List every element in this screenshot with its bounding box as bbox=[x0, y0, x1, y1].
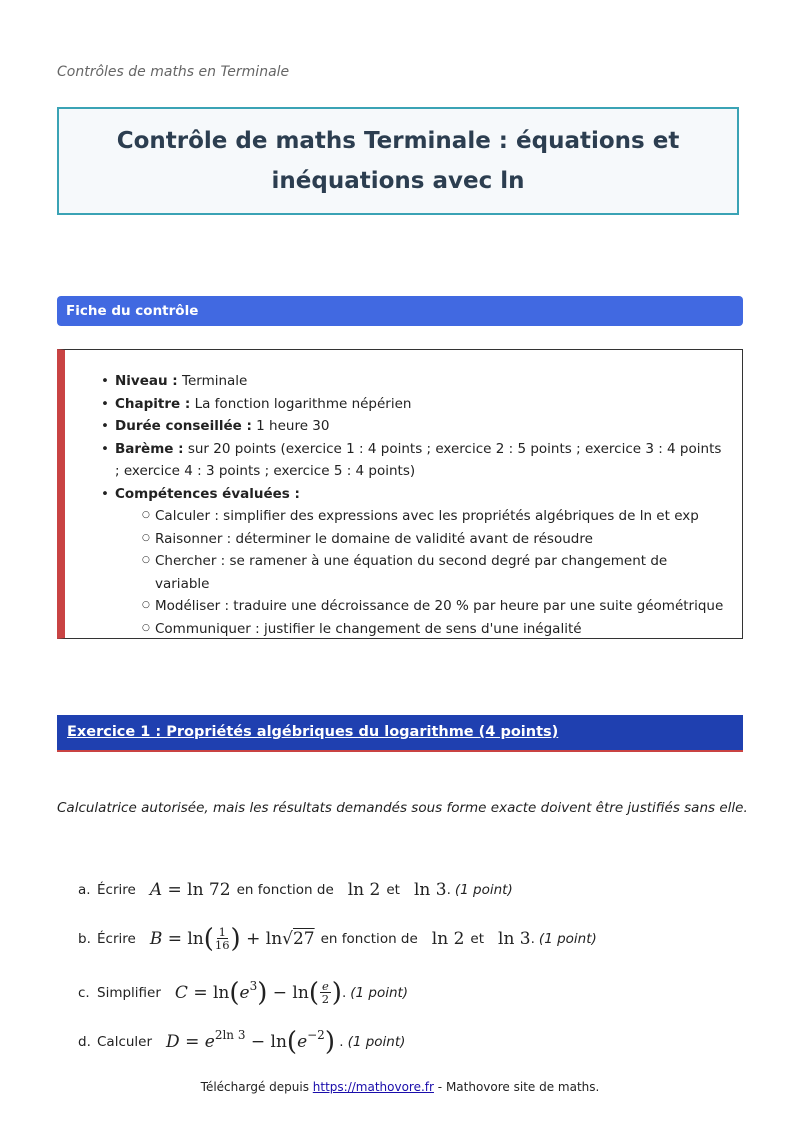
list-item: • Barème : sur 20 points (exercice 1 : 4 points ; exercice 2 : 5 points ; exercice 3 : 4 points ; exercice 4 : 3 points ; exercice 5 : 4 points) bbox=[115, 438, 725, 483]
fiche-box bbox=[57, 349, 743, 639]
question-a: a. Écrire A = ln 72 en fonction de ln 2 et ln 3 . (1 point) bbox=[78, 880, 513, 900]
list-item: • Durée conseillée : 1 heure 30 bbox=[115, 415, 725, 438]
question-b: b. Écrire B = ln ( $\frac{1}{16}$ ) + ln√ 27 en fonction de ln 2 et ln 3 . (1 point) bbox=[78, 923, 597, 954]
exercise-heading[interactable]: Exercice 1 : Propriétés algébriques du logarithme (4 points) bbox=[57, 715, 743, 752]
competence-item: ○ Modéliser : traduire une décroissance de 20 % par heure par une suite géométrique bbox=[155, 595, 725, 618]
question-d: d. Calculer D = e 2ln 3 − ln ( e −2 ) . (1 point) bbox=[78, 1027, 406, 1057]
list-item: • Niveau : Terminale bbox=[115, 370, 725, 393]
list-item: • Chapitre : La fonction logarithme népérien bbox=[115, 393, 725, 416]
competence-item: ○ Calculer : simplifier des expressions avec les propriétés algébriques de ln et exp bbox=[155, 505, 725, 528]
competence-item: ○ Communiquer : justifier le changement de sens d'une inégalité bbox=[155, 618, 725, 641]
competence-item: ○ Raisonner : déterminer le domaine de validité avant de résoudre bbox=[155, 528, 725, 551]
list-item: • Compétences évaluées : ○ Calculer : simplifier des expressions avec les propriétés algébriques de ln et exp ○ Raisonner : déterminer le domaine de validité avant de résoudre ○ Chercher : se ramener à une équation du second degré par changement de variable ○ Modéliser : traduire une décroissance de 20 % par heure par une suite géométrique ○ Communiquer : justifier le changement de sens d'une inégalité bbox=[115, 483, 725, 641]
footer-link[interactable]: https://mathovore.fr bbox=[312, 1080, 434, 1094]
page-title: Contrôle de maths Terminale : équations et inéquations avec ln bbox=[116, 128, 680, 194]
fiche-list bbox=[115, 370, 725, 640]
page-category: Contrôles de maths en Terminale bbox=[57, 64, 290, 80]
question-c: c. Simplifier C = ln ( e 3 ) − ln ( $\frac{e}{2}$ ) . (1 point) bbox=[78, 977, 409, 1008]
footer: Téléchargé depuis https://mathovore.fr - Mathovore site de maths. bbox=[200, 1080, 600, 1094]
competence-item: ○ Chercher : se ramener à une équation du second degré par changement de variable bbox=[155, 550, 725, 595]
exercise-note: Calculatrice autorisée, mais les résultats demandés sous forme exacte doivent être justifiés sans elle. bbox=[57, 800, 748, 816]
competences-list bbox=[115, 505, 725, 640]
title-box bbox=[57, 107, 739, 215]
fiche-heading: Fiche du contrôle bbox=[57, 296, 743, 326]
